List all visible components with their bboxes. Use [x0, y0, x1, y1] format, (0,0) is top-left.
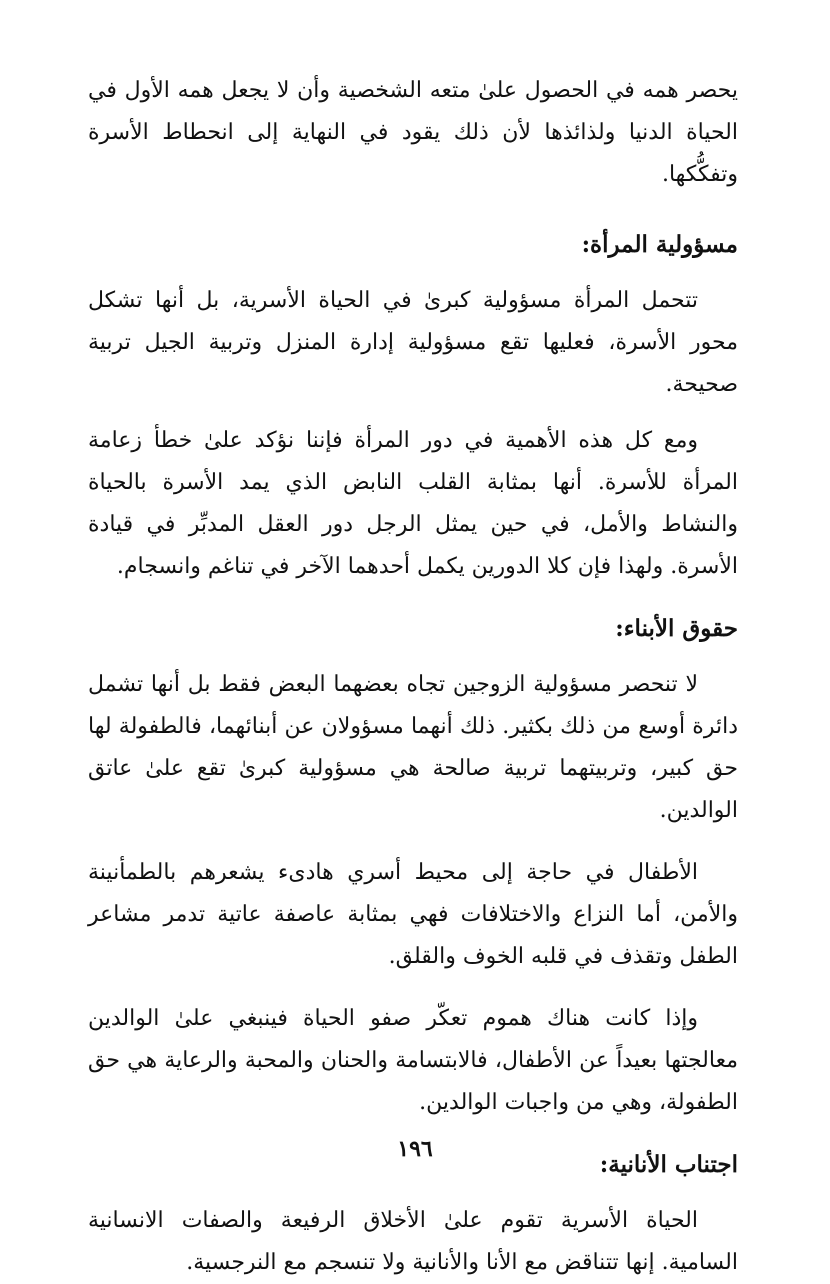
- heading-womans-responsibility: مسؤولية المرأة:: [581, 231, 738, 258]
- paragraph-childrens-rights-1: لا تنحصر مسؤولية الزوجين تجاه بعضهما البعض فقط بل أنها تشمل دائرة أوسع من ذلك بكثير. ذلك أنهما مسؤولان عن أبنائهما، فالطفولة لها حق كبير، وتربيتهما تربية صالحة هي مسؤولية كبرىٰ تقع علىٰ عاتق الوالدين.: [88, 672, 738, 823]
- paragraph-avoiding-selfishness-1: الحياة الأسرية تقوم علىٰ الأخلاق الرفيعة والصفات الانسانية السامية. إنها تتناقض مع الأنا والأنانية ولا تنسجم مع النرجسية.: [88, 1208, 738, 1275]
- paragraph-childrens-rights-2: الأطفال في حاجة إلى محيط أسري هادىء يشعرهم بالطمأنينة والأمن، أما النزاع والاختلافات فهي بمثابة عاصفة عاتية تدمر مشاعر الطفل وتقذف في قلبه الخوف والقلق.: [88, 860, 738, 969]
- paragraph-childrens-rights-3: وإذا كانت هناك هموم تعكّر صفو الحياة فينبغي علىٰ الوالدين معالجتها بعيداً عن الأطفال، فالابتسامة والحنان والمحبة والرعاية هي حق الطفولة، وهي من واجبات الوالدين.: [88, 1006, 738, 1115]
- page-number: ١٩٦: [397, 1136, 433, 1162]
- paragraph-womans-responsibility-1: تتحمل المرأة مسؤولية كبرىٰ في الحياة الأسرية، بل أنها تشكل محور الأسرة، فعليها تقع مسؤولية إدارة المنزل وتربية الجيل تربية صحيحة.: [88, 288, 738, 397]
- intro-paragraph: يحصر همه في الحصول علىٰ متعه الشخصية وأن لا يجعل همه الأول في الحياة الدنيا ولذائذها لأن ذلك يقود في النهاية إلى انحطاط الأسرة وتفكُّكها.: [88, 78, 738, 187]
- heading-childrens-rights: حقوق الأبناء:: [615, 615, 738, 642]
- paragraph-womans-responsibility-2: ومع كل هذه الأهمية في دور المرأة فإننا نؤكد علىٰ خطأ زعامة المرأة للأسرة. أنها بمثابة القلب النابض الذي يمد الأسرة بالحياة والنشاط والأمل، في حين يمثل الرجل دور العقل المدبِّر في قيادة الأسرة. ولهذا فإن كلا الدورين يكمل أحدهما الآخر في تناغم وانسجام.: [88, 428, 738, 579]
- heading-avoiding-selfishness: اجتناب الأنانية:: [599, 1151, 738, 1178]
